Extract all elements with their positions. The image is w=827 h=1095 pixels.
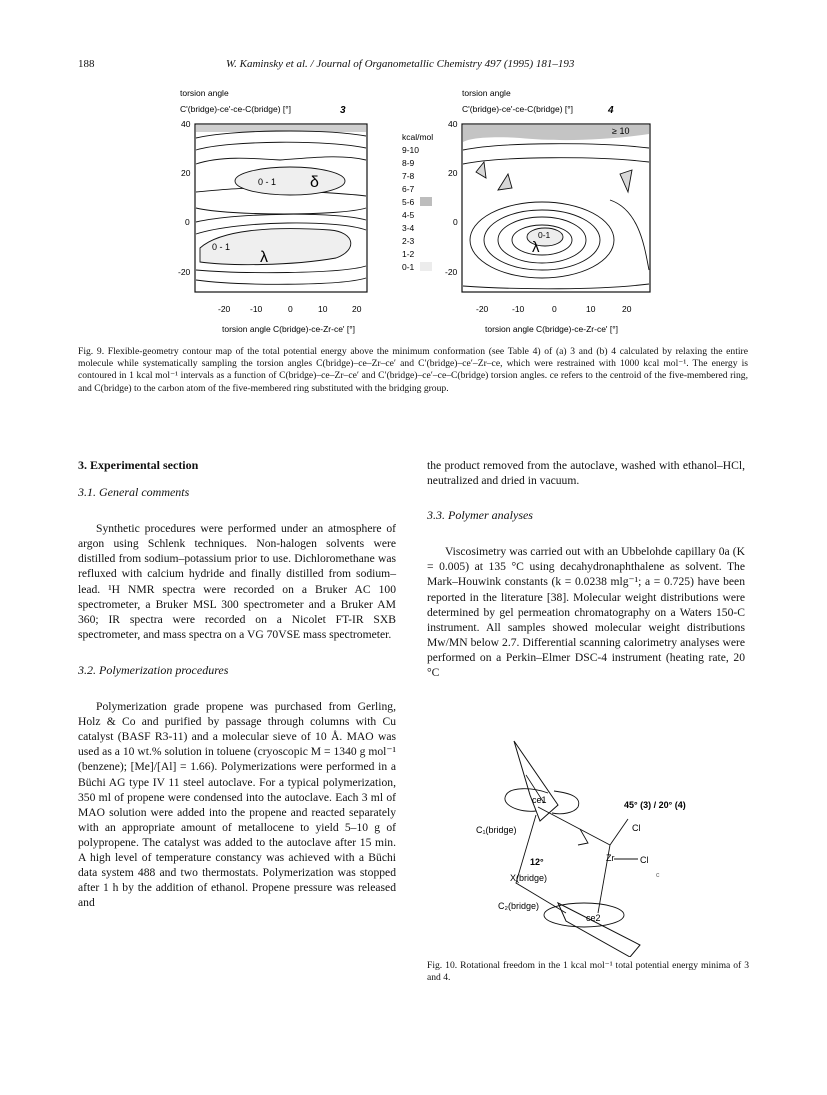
panel-a-ytick: 0 [185, 217, 190, 227]
legend-swatch-0-1 [420, 262, 432, 271]
label-c1-bridge: C₁(bridge) [476, 825, 517, 835]
energy-legend [402, 132, 433, 272]
panel-b-id: 4 [608, 105, 614, 116]
panel-b-xlabel: torsion angle C(bridge)-ce-Zr-ce' [°] [485, 324, 619, 334]
panel-a-ytick: 20 [181, 168, 191, 178]
subsection-polymer-analyses: 3.3. Polymer analyses [427, 508, 533, 523]
panel-b-label-ge10: ≥ 10 [612, 126, 630, 136]
panel-a-label-01-top: 0 - 1 [258, 177, 277, 187]
panel-b-plot [445, 119, 650, 314]
panel-a-xtick: 10 [318, 304, 328, 314]
panel-a-plot [178, 119, 367, 314]
label-angle: 45° (3) / 20° (4) [624, 800, 686, 810]
panel-a-ytick: 40 [181, 119, 191, 129]
page-number: 188 [78, 58, 95, 70]
panel-a-delta-basin [235, 167, 345, 195]
panel-b-xtick: 0 [552, 304, 557, 314]
rotation-ellipse-bottom [544, 903, 624, 927]
label-x-bridge: X(bridge) [510, 873, 548, 883]
subsection-general-comments: 3.1. General comments [78, 485, 190, 500]
panel-a-label-delta: δ [310, 174, 319, 191]
panel-b-xtick: -10 [512, 304, 525, 314]
panel-a-ylabel-1: torsion angle [180, 88, 229, 98]
panel-a-xtick: 20 [352, 304, 362, 314]
legend-entry: 6-7 [402, 184, 415, 194]
label-ce1: ce1 [532, 795, 547, 805]
panel-a-ytick: -20 [178, 267, 191, 277]
legend-entry: 5-6 [402, 197, 415, 207]
panel-a-xtick: -10 [250, 304, 263, 314]
running-title: W. Kaminsky et al. / Journal of Organometallic Chemistry 497 (1995) 181–193 [226, 58, 575, 70]
label-zr: Zr [606, 853, 615, 863]
label-cl-lower: Cl [640, 855, 649, 865]
panel-b-ylabel-1: torsion angle [462, 88, 511, 98]
panel-a-xtick: -20 [218, 304, 231, 314]
figure-10-svg [470, 735, 760, 957]
panel-b-ytick: 0 [453, 217, 458, 227]
panel-a-label-lambda: λ [260, 249, 268, 266]
subsection-polymerization-procedures: 3.2. Polymerization procedures [78, 662, 229, 677]
legend-unit: kcal/mol [402, 132, 434, 142]
figure-10-caption: Fig. 10. Rotational freedom in the 1 kcal mol⁻¹ total potential energy minima of 3 and 4. [427, 960, 749, 983]
panel-a-xlabel: torsion angle C(bridge)-ce-Zr-ce' [°] [222, 324, 356, 334]
paragraph-polymerization: Polymerization grade propene was purchased from Gerling, Holz & Co and purified by passage through columns with Cu catalyst (BASF R3-11) and a molecular sieve of 10 Å. MAO was used as a 10 wt.% solution in toluene (cryoscopic M = 1340 g mol⁻¹ (benzene); [Me]/[Al] = 1.66). Polymerizations were performed in a Büchi AG type IV 11 steel autoclave. For a typical polymerization, 350 ml of propene were condensed into the autoclave. Each 3 ml of MAO solution were added into the propene and reacted separately with an appropriate amount of metallocene to yield 5–10 g of polypropene. The catalyst was added to the autoclave after 15 min. A high level of temperature constancy was achieved with a Büchi data system 488 and two thermostats. Polymerization was stopped after 1 h by the addition of ethanol. Propene pressure was released and [78, 700, 396, 910]
panel-b-xtick: -20 [476, 304, 489, 314]
panel-a-label-01-bottom: 0 - 1 [212, 242, 231, 252]
legend-entry: 4-5 [402, 210, 415, 220]
legend-entry: 3-4 [402, 223, 415, 233]
legend-entry: 8-9 [402, 158, 415, 168]
panel-b-ytick: 20 [448, 168, 458, 178]
panel-b-xtick: 10 [586, 304, 596, 314]
panel-b-label-lambda: λ [532, 239, 540, 256]
panel-a-xtick: 0 [288, 304, 293, 314]
legend-entry: 2-3 [402, 236, 415, 246]
label-cl-upper: Cl [632, 823, 641, 833]
figure-9 [140, 80, 660, 338]
figure-9-caption: Fig. 9. Flexible-geometry contour map of the total potential energy above the minimum conformation (see Table 4) of (a) 3 and (b) 4 calculated by relaxing the entire molecule while systematically sampling the torsion angles C(bridge)–ce–Zr–ce′ and C′(bridge)–ce′–Zr–ce, which were restrained with 1000 kcal mol⁻¹. The energy is contoured in 1 kcal mol⁻¹ intervals as a function of C(bridge)–ce–Zr–ce′ and C′(bridge)–ce′–ce–C(bridge) torsion angles. ce refers to the centroid of the five-membered ring, and C(bridge) to the carbon atom of the five-membered ring substituted with the bridging group. [78, 346, 748, 394]
panel-a-ylabel-2: C'(bridge)-ce'-ce-C(bridge) [°] [180, 104, 292, 114]
legend-entry: 1-2 [402, 249, 415, 259]
legend-swatch-5-6 [420, 197, 432, 206]
figure-9-svg [140, 80, 660, 338]
ring-2 [558, 903, 640, 957]
paragraph-general-comments: Synthetic procedures were performed under an atmosphere of argon using Schlenk techniques. Non-halogen solvents were distilled from sodium–potassium prior to use. Dichloromethane was refluxed with calcium hydride and finally distilled from sodium–lead. ¹H NMR spectra were recorded on a Bruker AC 100 spectrometer, a Bruker MSL 300 spectrometer and a Bruker AM 360; IR spectra were recorded on a Nicolet FT-IR SXB spectrometer, and mass spectra on a VG 70VSE mass spectrometer. [78, 522, 396, 641]
panel-b-xtick: 20 [622, 304, 632, 314]
panel-b-ytick: -20 [445, 267, 458, 277]
panel-b-label-01: 0-1 [538, 230, 551, 240]
legend-entry: 0-1 [402, 262, 415, 272]
label-12-deg: 12° [530, 857, 544, 867]
panel-b-ylabel-2: C'(bridge)-ce'-ce-C(bridge) [°] [462, 104, 574, 114]
panel-a-id: 3 [340, 105, 346, 116]
label-c2-bridge: C₂(bridge) [498, 901, 540, 911]
right-column [427, 458, 745, 680]
section-heading: 3. Experimental section [78, 458, 199, 472]
panel-b-ytick: 40 [448, 119, 458, 129]
label-ce2: ce2 [586, 913, 601, 923]
stray-mark: c [656, 872, 660, 879]
legend-entry: 9-10 [402, 145, 420, 155]
paragraph-continued: the product removed from the autoclave, washed with ethanol–HCl, neutralized and dried in vacuum. [427, 459, 745, 488]
ring-1 [514, 741, 558, 821]
paragraph-polymer-analyses: Viscosimetry was carried out with an Ubbelohde capillary 0a (K = 0.005) at 135 °C using decahydronaphthalene as solvent. The Mark–Houwink constants (k = 0.0238 mlg⁻¹; a = 0.725) have been reported in the literature [38]. Molecular weight distributions were determined by gel permeation chromatography on a Waters 150-C instrument. All samples showed molecular weight distributions Mw/MN below 2.7. Differential scanning calorimetry analyses were performed on a Perkin–Elmer DSC-4 instrument (heating rate, 20 °C [427, 545, 745, 680]
left-column [78, 458, 396, 910]
figure-10 [470, 735, 760, 957]
legend-entry: 7-8 [402, 171, 415, 181]
